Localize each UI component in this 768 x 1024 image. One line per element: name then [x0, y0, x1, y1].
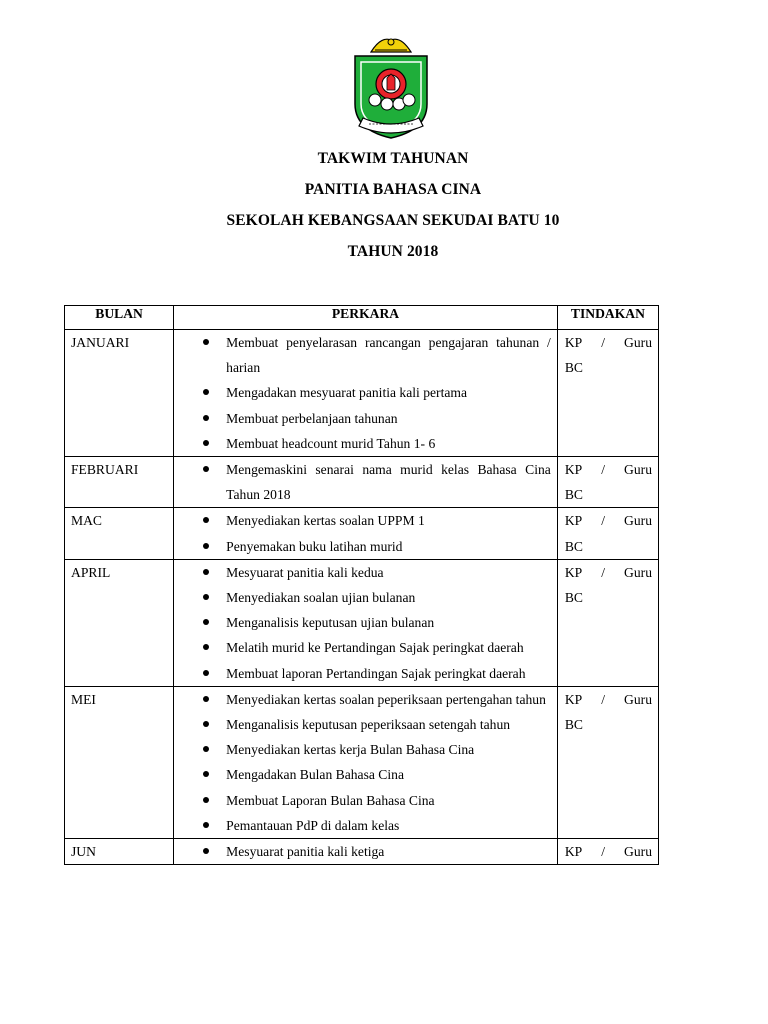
tindakan-word: KP	[564, 844, 583, 860]
tindakan-word: /	[601, 844, 606, 860]
perkara-cell	[174, 508, 558, 559]
tindakan-word: /	[601, 564, 606, 580]
list-item: Membuat laporan Pertandingan Sajak peringkat daerah	[174, 661, 551, 686]
tindakan-word: Guru	[624, 844, 652, 860]
list-item: Menyediakan kertas kerja Bulan Bahasa Cina	[174, 737, 551, 762]
tindakan-cell	[557, 508, 658, 559]
list-item: Membuat perbelanjaan tahunan	[174, 406, 551, 431]
table-row	[65, 686, 659, 838]
table-row	[65, 330, 659, 457]
page-subtitle-school: SEKOLAH KEBANGSAAN SEKUDAI BATU 10	[226, 212, 560, 229]
list-item: Mengadakan Bulan Bahasa Cina	[174, 762, 551, 787]
page-title: TAKWIM TAHUNAN	[317, 150, 469, 167]
perkara-cell	[174, 839, 558, 865]
bulan-cell: APRIL	[65, 559, 174, 686]
column-header-bulan: BULAN	[65, 306, 174, 330]
tindakan-word: KP	[564, 691, 583, 707]
column-header-perkara: PERKARA	[174, 306, 558, 330]
tindakan-word: Guru	[624, 691, 652, 707]
tindakan-line: BC	[564, 360, 583, 376]
tindakan-word: Guru	[624, 335, 652, 350]
tindakan-line: BC	[564, 538, 583, 554]
tindakan-line	[565, 457, 652, 482]
tindakan-word: KP	[564, 335, 583, 350]
tindakan-cell	[557, 686, 658, 838]
perkara-list	[174, 560, 557, 686]
perkara-list	[174, 839, 557, 864]
table-row	[65, 457, 659, 508]
table-header-row	[65, 306, 659, 330]
tindakan-cell	[557, 559, 658, 686]
school-crest-icon	[349, 34, 433, 144]
column-header-tindakan: TINDAKAN	[557, 306, 658, 330]
list-item: Membuat penyelarasan rancangan pengajaran tahunan / harian	[174, 330, 551, 380]
tindakan-cell	[557, 839, 658, 865]
takwim-table	[64, 305, 659, 865]
table-row	[65, 559, 659, 686]
tindakan-cell	[557, 330, 658, 457]
bulan-cell: JUN	[65, 839, 174, 865]
tindakan-line: BC	[564, 590, 583, 606]
tindakan-word: KP	[564, 513, 583, 529]
list-item: Menyediakan kertas soalan UPPM 1	[174, 508, 551, 533]
tindakan-line	[565, 839, 652, 864]
list-item: Mengemaskini senarai nama murid kelas Bahasa Cina Tahun 2018	[174, 457, 551, 507]
perkara-cell	[174, 330, 558, 457]
bulan-cell: JANUARI	[65, 330, 174, 457]
tindakan-word: /	[601, 335, 606, 350]
list-item: Membuat headcount murid Tahun 1- 6	[174, 431, 551, 456]
list-item: Mesyuarat panitia kali ketiga	[174, 839, 551, 864]
tindakan-word: /	[601, 513, 606, 529]
list-item: Menyediakan soalan ujian bulanan	[174, 585, 551, 610]
list-item: Pemantauan PdP di dalam kelas	[174, 813, 551, 838]
tindakan-word: KP	[564, 564, 583, 580]
perkara-cell	[174, 686, 558, 838]
bulan-cell: FEBRUARI	[65, 457, 174, 508]
tindakan-line: BC	[564, 717, 583, 733]
perkara-list	[174, 457, 557, 507]
tindakan-line: BC	[564, 487, 583, 503]
page-subtitle-panitia: PANITIA BAHASA CINA	[304, 181, 482, 198]
list-item: Melatih murid ke Pertandingan Sajak peringkat daerah	[174, 635, 551, 660]
perkara-cell	[174, 559, 558, 686]
bulan-cell: MEI	[65, 686, 174, 838]
page-subtitle-year: TAHUN 2018	[347, 243, 439, 260]
tindakan-line	[565, 560, 652, 585]
perkara-list	[174, 330, 557, 456]
table-row	[65, 839, 659, 865]
tindakan-word: Guru	[624, 462, 652, 478]
tindakan-word: Guru	[624, 564, 652, 580]
list-item: Membuat Laporan Bulan Bahasa Cina	[174, 788, 551, 813]
tindakan-line	[565, 508, 652, 533]
table-row	[65, 508, 659, 559]
bulan-cell: MAC	[65, 508, 174, 559]
perkara-list	[174, 508, 557, 558]
tindakan-word: Guru	[624, 513, 652, 529]
list-item: Mengadakan mesyuarat panitia kali pertama	[174, 380, 551, 405]
tindakan-word: /	[601, 462, 606, 478]
perkara-cell	[174, 457, 558, 508]
tindakan-line	[565, 687, 652, 712]
list-item: Menyediakan kertas soalan peperiksaan pertengahan tahun	[174, 687, 551, 712]
tindakan-cell	[557, 457, 658, 508]
list-item: Menganalisis keputusan ujian bulanan	[174, 610, 551, 635]
list-item: Menganalisis keputusan peperiksaan setengah tahun	[174, 712, 551, 737]
tindakan-line	[565, 330, 652, 355]
list-item: Mesyuarat panitia kali kedua	[174, 560, 551, 585]
tindakan-word: /	[601, 691, 606, 707]
perkara-list	[174, 687, 557, 838]
list-item: Penyemakan buku latihan murid	[174, 534, 551, 559]
tindakan-word: KP	[564, 462, 583, 478]
